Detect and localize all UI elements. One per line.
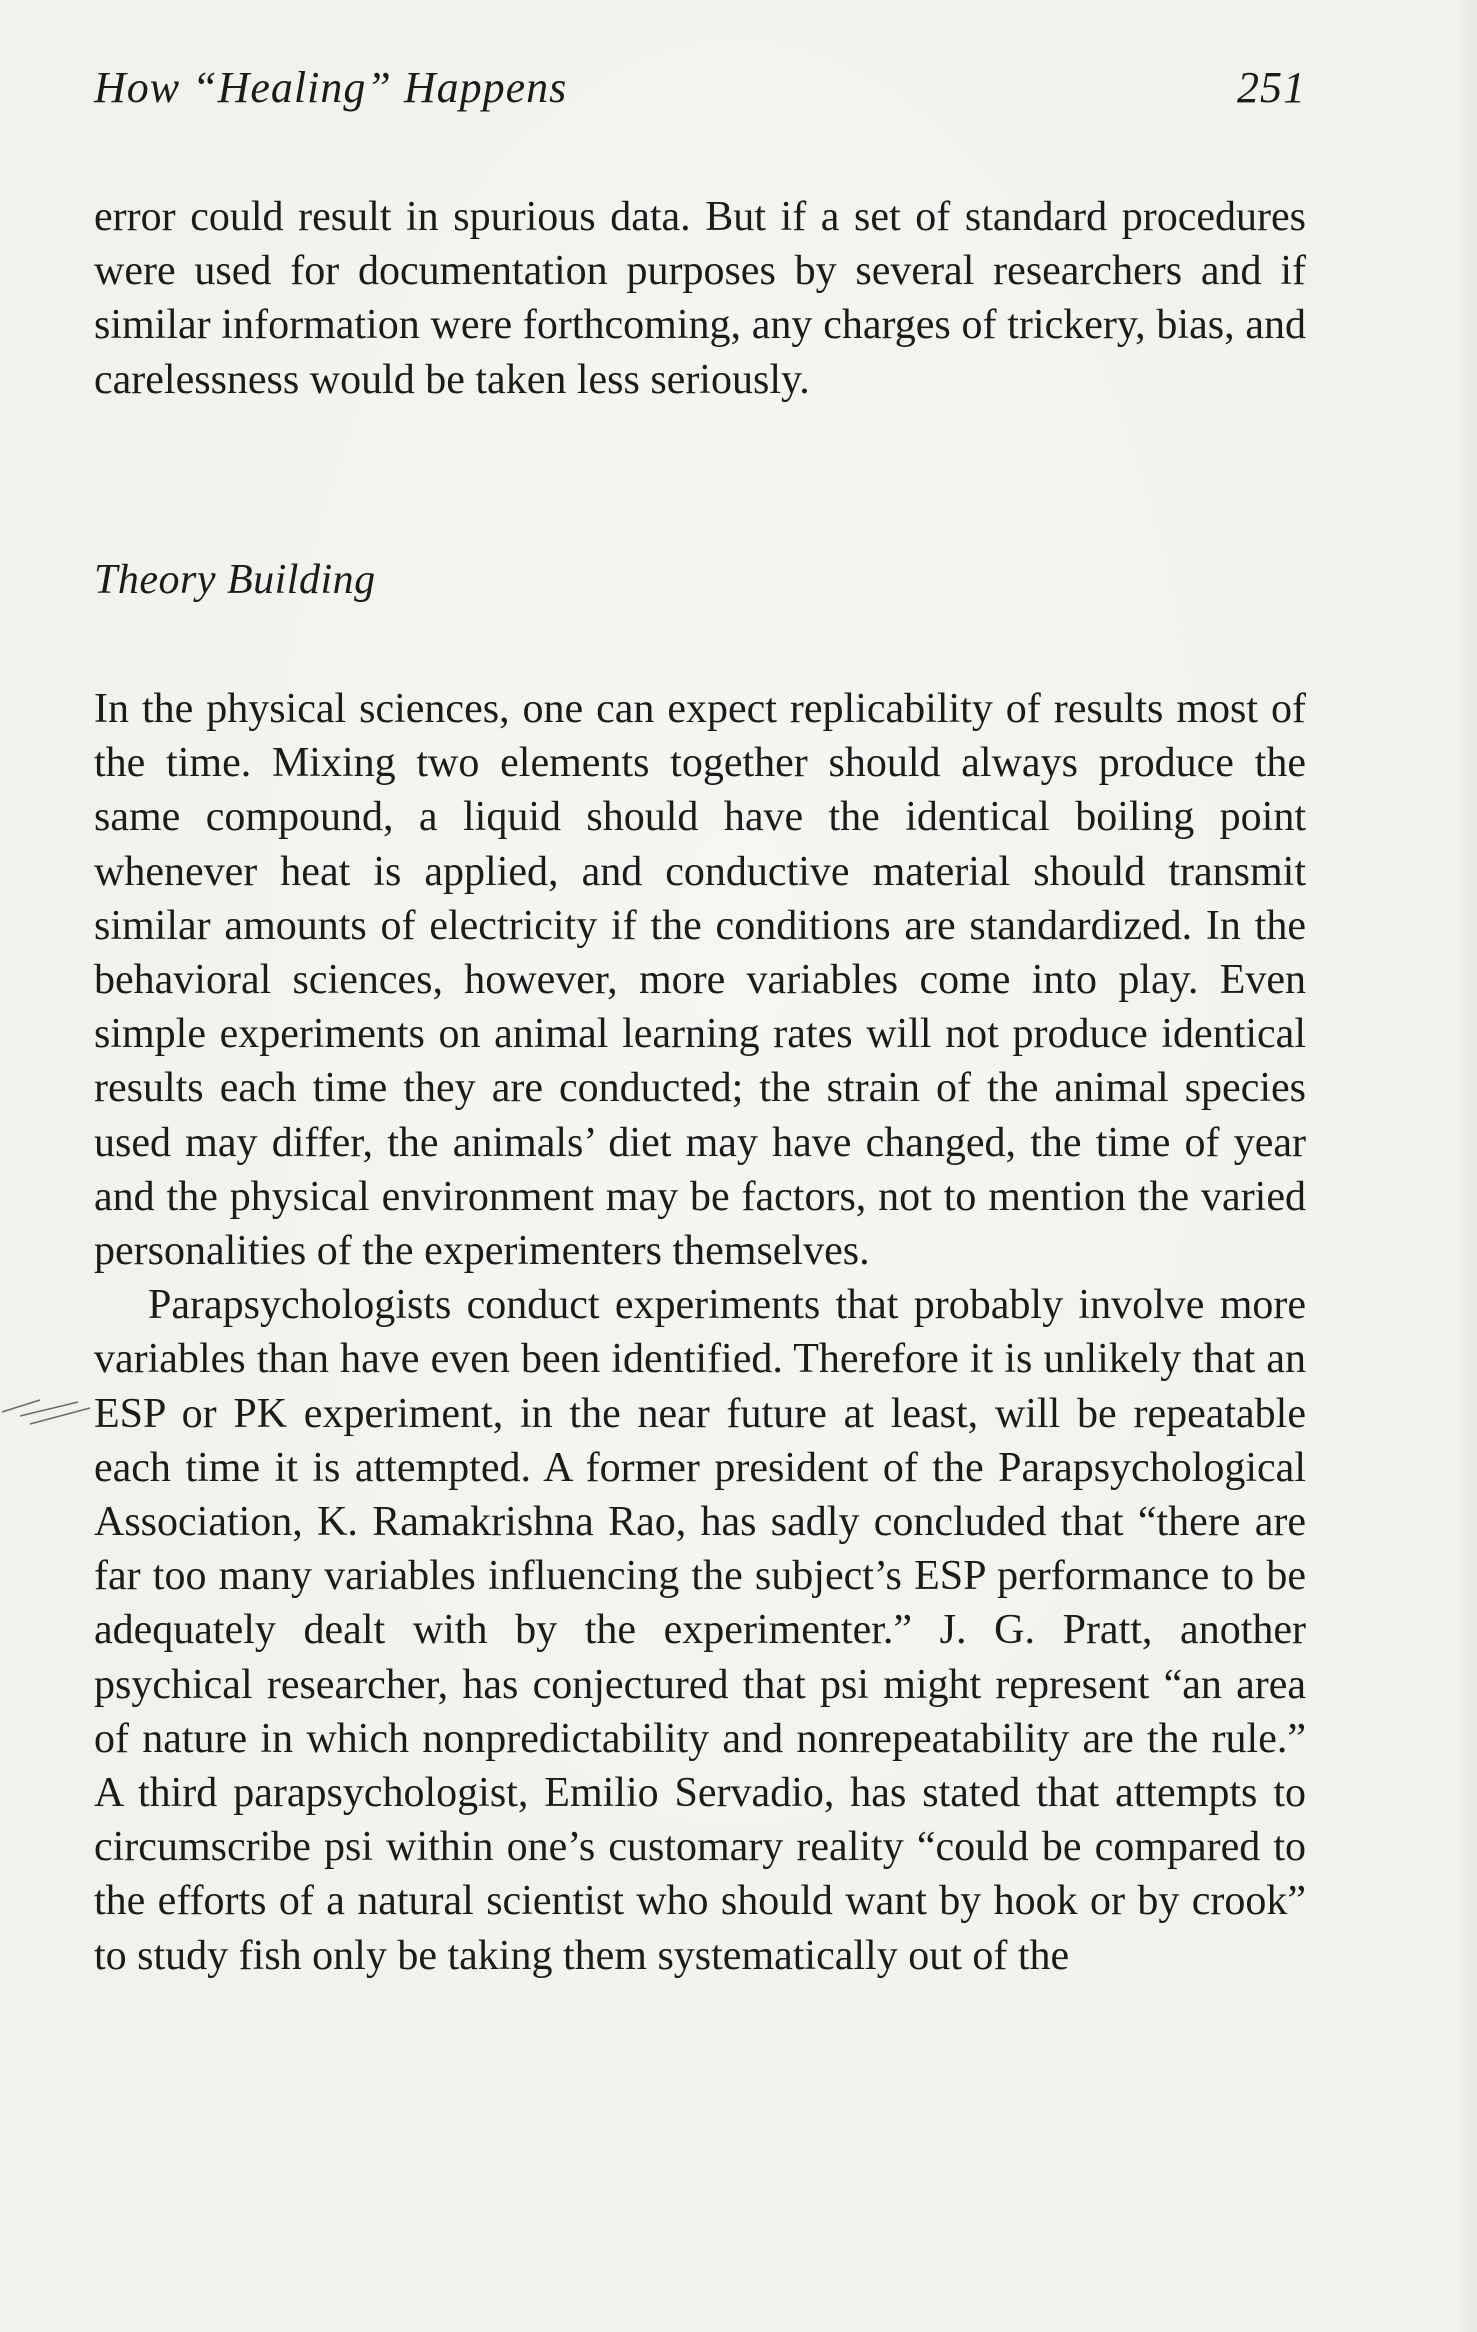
intro-paragraph-block xyxy=(94,190,1306,407)
page-edge-shade xyxy=(1453,0,1477,2332)
body-text xyxy=(94,682,1306,1983)
paragraph-physical-sciences: In the physical sciences, one can expect replicability of results most of the time. Mixing two elements together should always produce the same compound, a liquid should have the identical boiling point whenever heat is applied, and conductive material should transmit similar amounts of electricity if the conditions are standardized. In the behavioral sciences, however, more variables come into play. Even simple experiments on animal learning rates will not produce identical results each time they are conducted; the strain of the animal species used may differ, the animals’ diet may have changed, the time of year and the physical environment may be factors, not to mention the varied personalities of the experimenters themselves. xyxy=(94,686,1306,1275)
pencil-annotation-icon xyxy=(0,1390,100,1450)
running-head: How “Healing” Happens xyxy=(94,63,568,112)
page-number: 251 xyxy=(1237,63,1306,112)
page-header xyxy=(94,62,1306,132)
paragraph-parapsychologists: Parapsychologists conduct experiments that probably involve more variables than have even been identified. Therefore it is unlikely that an ESP or PK experiment, in the near future at least, will be repeatable each time it is attempted. A former president of the Parapsychological Association, K. Ramakrishna Rao, has sadly concluded that “there are far too many variables influencing the subject’s ESP performance to be adequately dealt with by the experimenter.” J. G. Pratt, another psychical researcher, has conjectured that psi might represent “an area of nature in which nonpredictability and nonrepeatability are the rule.” A third parapsychologist, Emilio Servadio, has stated that attempts to circumscribe psi within one’s customary reality “could be compared to the efforts of a natural scientist who should want by hook or by crook” to study fish only be taking them systematically out of the xyxy=(94,1282,1306,1979)
section-heading: Theory Building xyxy=(94,557,376,603)
intro-paragraph: error could result in spurious data. But if a set of standard procedures were used for documentation purposes by several researchers and if similar information were forthcoming, any charges of trickery, bias, and carelessness would be taken less seriously. xyxy=(94,194,1306,403)
